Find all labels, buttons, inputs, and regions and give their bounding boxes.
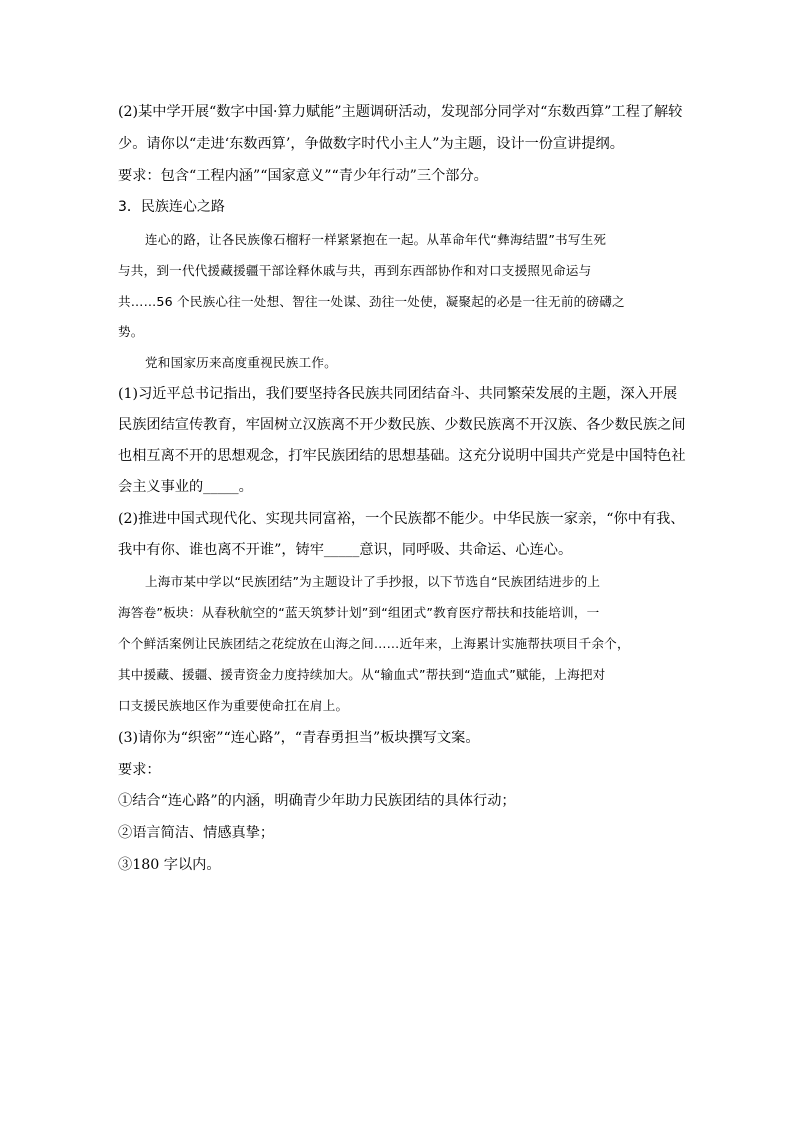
q3-requirements-label: 要求： [118,762,161,778]
q3-requirement-2: ②语言简洁、情感真挚； [118,825,275,841]
shanghai-material-line2: 海答卷”板块：从春秋航空的“蓝天筑梦计划”到“组团式”教育医疗帮扶和技能培训，一 [118,605,600,620]
intro-material-line2: 与共，到一代代援藏援疆干部诠释休戚与共，再到东西部协作和对口支援照见命运与 [118,263,592,278]
q1-line1: (1)习近平总书记指出，我们要坚持各民族共同团结奋斗、共同繁荣发展的主题，深入开展 [118,386,678,402]
q2-line1: (2)推进中国式现代化、实现共同富裕，一个民族都不能少。中华民族一家亲，“你中有我、 [118,511,685,527]
q3-prompt: (3)请你为“织密”“连心路”，“青春勇担当”板块撰写文案。 [118,730,480,746]
intro-material-line5: 党和国家历来高度重视民族工作。 [145,355,337,370]
q2-east-data-line1: (2)某中学开展“数字中国·算力赋能”主题调研活动，发现部分同学对“东数西算”工程了解较 [118,104,683,120]
q1-line3: 也相互离不开的思想观念，打牢民族团结的思想基础。这充分说明中国共产党是中国特色社 [118,448,686,464]
q1-line2: 民族团结宣传教育，牢固树立汉族离不开少数民族、少数民族离不开汉族、各少数民族之间 [118,417,686,433]
shanghai-material-line1: 上海市某中学以“民族团结”为主题设计了手抄报，以下节选自“民族团结进步的上 [145,574,601,589]
shanghai-material-line5: 口支援民族地区作为重要使命扛在肩上。 [118,698,349,713]
intro-material-line1: 连心的路，让各民族像石榴籽一样紧紧抱在一起。从革命年代“彝海结盟”书写生死 [145,232,607,247]
section-3-title: 3．民族连心之路 [118,199,225,215]
q2-east-data-line2: 少。请你以“走进‘东数西算’，争做数字时代小主人”为主题，设计一份宣讲提纲。 [118,136,624,152]
intro-material-line4: 势。 [118,324,144,339]
q3-requirement-3: ③180 字以内。 [118,857,221,873]
q3-requirement-1: ①结合“连心路”的内涵，明确青少年助力民族团结的具体行动； [118,793,516,809]
q2-east-data-requirement: 要求：包含“工程内涵”“国家意义”“青少年行动”三个部分。 [118,168,488,184]
shanghai-material-line3: 个个鲜活案例让民族团结之花绽放在山海之间……近年来，上海累计实施帮扶项目千余个， [118,636,630,651]
intro-material-line3: 共……56 个民族心往一处想、智往一处谋、劲往一处使，凝聚起的必是一往无前的磅礴之 [118,294,625,309]
q2-line2: 我中有你、谁也离不开谁”，铸牢_____意识，同呼吸、共命运、心连心。 [118,542,573,558]
q1-line4: 会主义事业的_____。 [118,479,253,495]
shanghai-material-line4: 其中援藏、援疆、援青资金力度持续加大。从“输血式”帮扶到“造血式”赋能，上海把对 [118,667,606,682]
